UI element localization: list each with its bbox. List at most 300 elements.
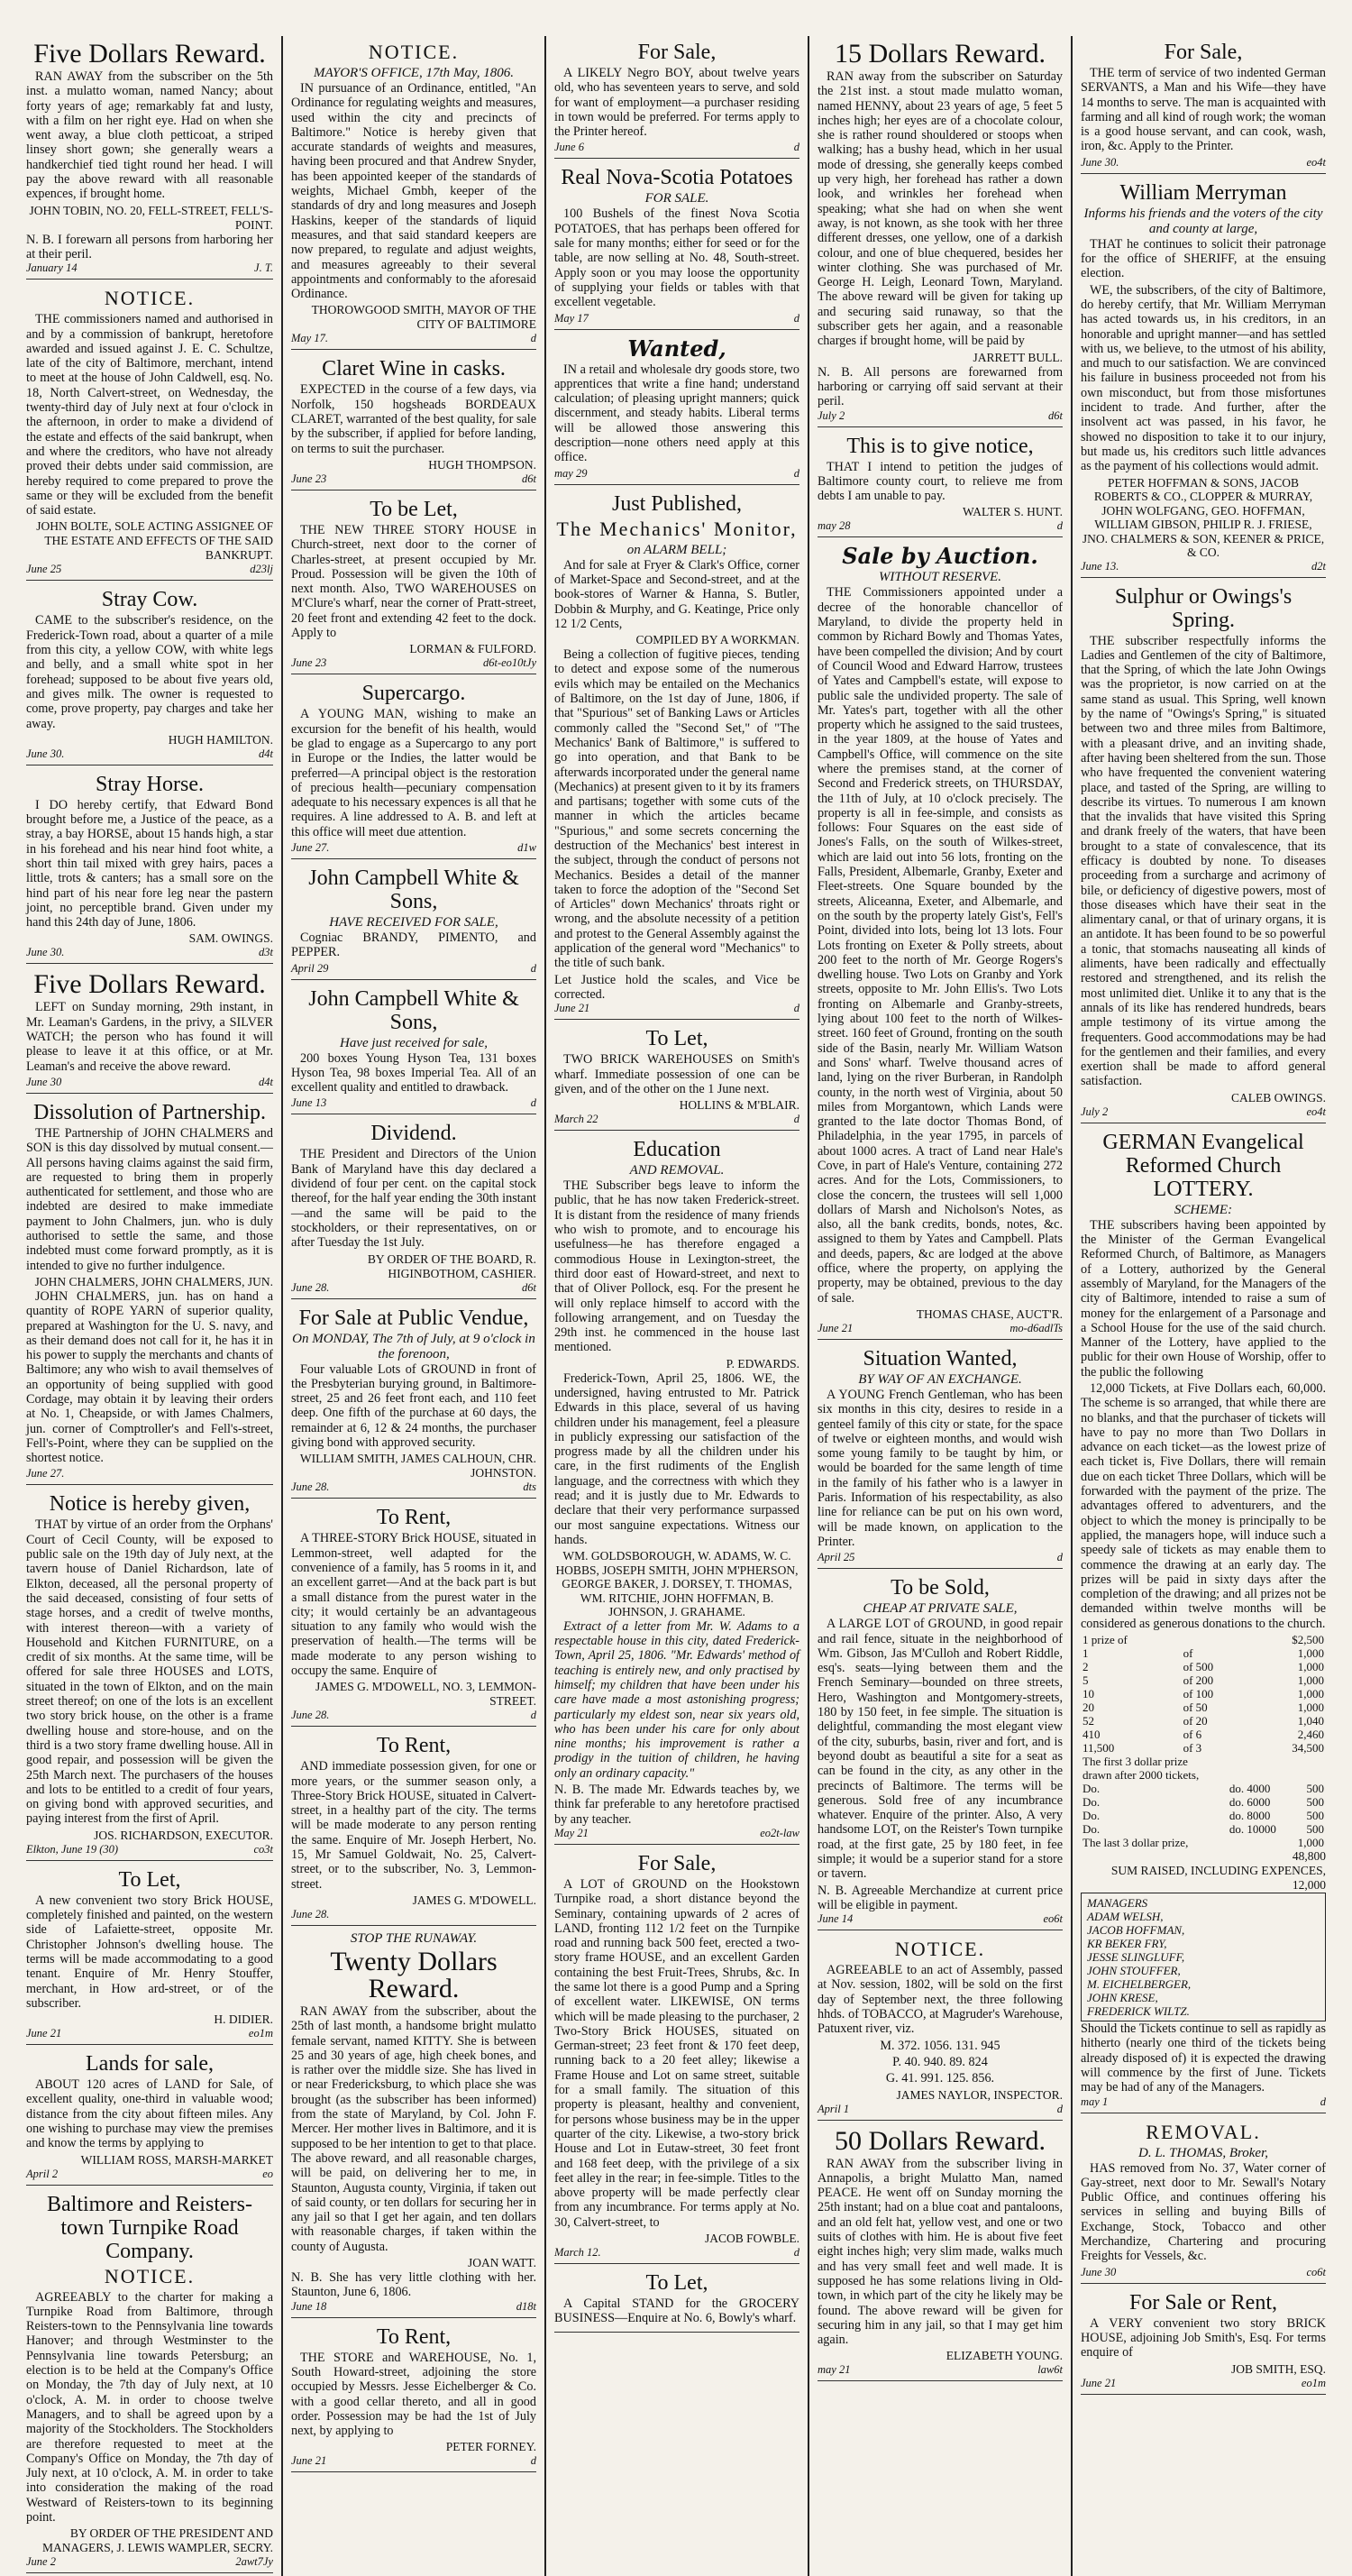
ad-code: eo2t-law (760, 1826, 799, 1839)
ad-body (291, 1759, 536, 1892)
ad-date: July 2 (818, 408, 845, 422)
ad-signature: JOB SMITH, ESQ. (1230, 2361, 1326, 2376)
manager-name: ADAM WELSH, (1087, 1910, 1164, 1924)
ad-date: June 23 (291, 656, 327, 670)
extra-row (1081, 1822, 1326, 1836)
ad-code: dts (523, 1481, 536, 1494)
ad-code: d (793, 311, 799, 325)
extra-row (1081, 1755, 1326, 1768)
ad-signature: JOHN TOBIN, NO. 20, FELL-STREET, FELL'S-POINT. (29, 203, 273, 232)
scheme-row (1081, 1687, 1326, 1701)
ad-code: eo4t (1306, 1105, 1326, 1118)
extra-cell (1228, 1836, 1289, 1849)
ad-footer (26, 1467, 273, 1481)
column-2 (281, 36, 544, 2576)
ad-heading: For Sale, (637, 1851, 717, 1875)
extra-cell (1289, 1755, 1326, 1768)
ad-footer (554, 1827, 799, 1840)
ad-signature: PETER FORNEY. (445, 2440, 536, 2454)
ad-heading: Lands for sale, (86, 2052, 214, 2076)
ad-heading-2: NOTICE. (104, 2264, 196, 2287)
ad-date: June 30 (1081, 2265, 1117, 2278)
ad-body (554, 558, 799, 631)
ad-footer (291, 1281, 536, 1295)
managers-box (1081, 1893, 1326, 2021)
ad-signature: JAMES NAYLOR, INSPECTOR. (896, 2087, 1063, 2102)
ad-body (1081, 2316, 1326, 2361)
extra-cell: The first 3 dollar prize (1083, 1755, 1188, 1769)
ad-heading: Supercargo. (361, 682, 466, 706)
ad-heading: REMOVAL. (1146, 2120, 1261, 2143)
ad-body (818, 585, 1063, 1306)
scheme-cell: 10 (1083, 1687, 1094, 1701)
ad-heading: Stray Cow. (101, 588, 198, 612)
ad-public-vendue (291, 1302, 536, 1499)
ad-date: June 27. (26, 1467, 65, 1481)
scheme-cell: 1 prize of (1083, 1633, 1128, 1647)
ad-five-dollars-reward-2 (26, 967, 273, 1093)
ad-text-2: Being a collection of fugitive pieces, tending to detect and expose some of the numerous evils which may be entailed on the Mechanics of Baltimore, on the 1st day of June, 1806, if that "Spurious" set of Banking Laws or Articles commonly called the "Second Set," of "The Mechanics' Bank of Baltimore," is suffered to go into operation, and that Bank to be afterwards incorporated under the general name (Mechanics) at present given to it by its framers and partisans; together with some cuts of the manner in which the articles became "Spurious," and some secrets concerning the destruction of the Mechanics' best interest in the subject, through the conduct of persons not Mechanics. Besides a detail of the manner taken to force the adoption of the "Second Set of Articles" down Mechanics' throats right or wrong, and the absolute necessity of a petition and protest to the General Assembly against the application of the general word "Mechanics" to the title of such bank. (554, 647, 799, 971)
extra-row (1081, 1836, 1326, 1849)
scheme-cell: 20 (1083, 1701, 1094, 1715)
extra-cell: Do. (1083, 1822, 1101, 1837)
scheme-total: 48,800 (1292, 1849, 1326, 1864)
ad-for-sale-lot (554, 1847, 799, 2264)
ad-heading: For Sale at Public Vendue, (298, 1306, 529, 1330)
ad-give-notice (818, 430, 1063, 538)
ad-code: d (530, 1096, 536, 1110)
signatory-list: WM. GOLDSBOROUGH, W. ADAMS, W. C. HOBBS, JOSEPH SMITH, JOHN M'PHERSON, GEORGE BAKER, J. DORSEY, T. THOMAS, WM. RITCHIE, JOHN HOFFMAN, B. JOHNSON, J. GRAHAME. (555, 1549, 799, 1619)
ad-code: d1w (517, 840, 536, 854)
tobacco-line: P. 40. 940. 89. 824 (892, 2054, 988, 2069)
ad-text: RAN AWAY from the subscriber, about the 25th of last month, a handsome bright mulatto female servant, named KITTY. She is between 25 and 30 years of age, high cheek bones, and is rather over the middle size. She has lived in or near Fredericksburg, to which place she was brought (as the subscriber has been informed) from the state of Maryland, by Col. John F. Mercer. Her mother lives in Baltimore, and it is supposed to be her intention to get to that place. The above reward, and all reasonable charges, will be paid, on delivering her to me, in Staunton, Augusta county, Virginia, if taken out of said county, or ten dollars for securing her in any jail so that I get her again, and ten dollars with reasonable charges, if taken within the county of Augusta. (291, 2003, 536, 2254)
scheme-cell: 52 (1083, 1714, 1094, 1728)
ad-signature: HOLLINS & M'BLAIR. (679, 1098, 799, 1113)
ad-code: d18t (516, 2299, 536, 2313)
ad-body (1081, 1218, 1326, 1380)
ad-body (26, 69, 273, 202)
ad-date: June 14 (818, 1912, 854, 1926)
ad-footer (291, 1908, 536, 1921)
scheme-cell: of 100 (1183, 1687, 1214, 1701)
ad-body (291, 930, 536, 960)
ad-body (291, 81, 536, 301)
ad-for-sale-servants (1081, 36, 1326, 174)
ad-footer (554, 312, 799, 325)
scheme-row (1081, 1714, 1326, 1728)
ad-body (26, 1126, 273, 1273)
ad-heading: NOTICE. (368, 41, 460, 63)
ad-situation-wanted (818, 1343, 1063, 1569)
ad-footer (291, 2300, 536, 2314)
ad-heading: Stray Horse. (96, 772, 204, 796)
extra-cell: do. 8000 (1229, 1809, 1271, 1823)
scheme-cell: of 6 (1183, 1728, 1202, 1742)
ad-signature: JOHN BOLTE, SOLE ACTING ASSIGNEE OF THE ESTATE AND EFFECTS OF THE SAID BANKRUPT. (36, 519, 273, 563)
ad-text: RAN AWAY from the subscriber living in Annapolis, a bright Mulatto Man, named PEACE. He went off on Sunday morning the 25th instant; had on a blue coat and pantaloons, and an old felt hat, yellow vest, and one or two suits of clothes with him. He is about five feet eight inches high; very slim made, walks much and has very small feet and well made. It is supposed he has some relations living in Old-town, in which part of the city he likely may be found. The above reward will be given for securing him in any jail, so that I may get him again. (818, 2156, 1063, 2348)
ad-date: June 30. (1081, 155, 1119, 169)
ad-heading: To Let, (645, 1027, 708, 1051)
ad-just-published (554, 488, 799, 1021)
extra-cell: The last 3 dollar prize, (1083, 1836, 1189, 1850)
ad-body (26, 1517, 273, 1826)
scheme-row (1081, 1646, 1326, 1660)
scheme-cell: 1,000 (1297, 1660, 1324, 1674)
ad-note: Should the Tickets continue to sell as rapidly as hitherto (nearly one third of the tickets being already disposed of) it is expected the drawing will commence by the first of June. Tickets may be had of any of the Managers. (1081, 2021, 1326, 2095)
ad-text: THE Commissioners appointed under a decree of the honorable chancellor of Maryland, to divide the property held in common by Richard Bowly and Thomas Yates, have been compelled the division; And by court of Council Wood and Edward Harrow, trustees of Yates and Campbell's estate, will expose to public sale the undivided property. The sale of Mr. Yates's part, together with all the other property which he assigned to the said trustees, in the year 1809, at the house of Yates and Campbell's Office, will commence on the site where the premises stand, at the corner of Second and Frederick streets, on THURSDAY, the 11th of July, at 10 o'clock precisely. The property is all in fee-simple, and consists as follows: Four Squares on the east side of Jones's Falls, on the south of Wilkes-street, which are laid out into 56 lots, fronting on the Falls, President, Albemarle, Granby, Exeter and Fleet-streets. One Square bounded by the streets, Aliceanna, Exeter, and Albemarle, and on the south by the property lately Gist's, Fell's Point, divided into lots, being lot 13 lots. Four Lots fronting on Exeter & Polly streets, about 200 feet to the north of Mr. George Rogers's dwelling house. Two Lots on Granby and York streets, opposite to Mr. John Ellis's. Two Lots fronting on Albemarle and Granby-streets, lying about 100 feet to the north of Wilkes-street. 160 feet of Ground, fronting on the south side of the Basin, nearly Mr. William Watson and Sons' wharf. Twelve thousand acres of land, lying on the river Burberan, in Randolph county, in the north west of Virginia, about 50 miles from Morgantown, which Lands were granted to the late doctor Thomas Bond, of Philadelphia, in the year 1795, in parcels of about 1000 acres. A tract of Land near Hale's Cove, in part of Hale's Venture, containing 272 acres. And for the Lots, Commissioners, to close the concern, the trustees will sell 1,000 dollars of Marsh and Nicholson's Notes, as also, all the bank credits, bonds, notes, &c. assigned to them by Yates and Campbell. Plats and deeds, papers, &c are lodged at the above office, where the property, on applying the property, may be obtained, previous to the day of sale. (818, 585, 1063, 1306)
ad-body-2 (1081, 1381, 1326, 1631)
ad-code: d4t (259, 747, 273, 760)
extra-row (1081, 1768, 1326, 1782)
ad-code: d (530, 2454, 536, 2468)
ad-date: may 29 (554, 466, 588, 480)
ad-to-rent-3 (291, 2321, 536, 2473)
ad-signature: JACOB FOWBLE. (704, 2232, 799, 2246)
ad-text: AGREEABLE to an act of Assembly, passed at Nov. session, 1802, will be sold on the first day of September next, the three following hhds. of TOBACCO, at Magruder's Warehouse, Patuxent river, viz. (818, 1963, 1063, 2037)
column-1 (18, 36, 281, 2576)
ad-body (26, 1000, 273, 1073)
ad-to-rent-1 (291, 1501, 536, 1727)
ad-body-2 (1081, 283, 1326, 474)
scheme-row (1081, 1660, 1326, 1673)
ad-supercargo (291, 677, 536, 859)
extra-cell: Do. (1083, 1782, 1101, 1796)
ad-code: J. T. (254, 261, 273, 275)
ad-footer (818, 1551, 1063, 1564)
manager-name: FREDERICK WILTZ. (1087, 2004, 1190, 2019)
ad-body (818, 1617, 1063, 1881)
ad-subheading: AND REMOVAL. (629, 1163, 725, 1178)
ad-to-rent-2 (291, 1729, 536, 1926)
ad-code: d (793, 2246, 799, 2260)
ad-body (1081, 634, 1326, 1089)
ad-text: THAT by virtue of an order from the Orphans' Court of Cecil County, will be exposed to public sale on the 19th day of July next, at the tavern house of Daniel Richardson, late of Elkton, deceased, all the personal property of the said deceased, consisting of four setts of stage horses, and a credit of twelve months, with interest thereon—with a variety of Household and Kitchen FURNITURE, on a credit of six months. At the same time, will be offered for sale three HOUSES and LOTS, situated in the town of Elkton, and on the main street thereof; on one of the lots is an excellent two story brick house, on the other is a frame dwelling house and store-house, and on the third is a two story frame dwelling house. All in good repair, and possession will be given the 25th March next. The purchasers of the houses and lots to be entitled to a credit of four years, on giving bond with approved securities, and paying interest from the first of April. (26, 1517, 273, 1827)
ad-heading: Five Dollars Reward. (33, 969, 266, 1000)
ad-text: RAN AWAY from the subscriber on the 5th inst. a mulatto woman, named Nancy; about forty years of age; remarkably fat and lusty, with a film on her right eye. Had on when she went away, a blue cloth petticoat, a striped linsey short gown; she generally wears a handkerchief tied tight round her head. I will pay the above reward with all reasonable expences, if brought home. (26, 69, 273, 202)
ad-footer (26, 2168, 273, 2181)
ad-signature: THOMAS CHASE, AUCT'R. (916, 1306, 1063, 1321)
ad-code: d (1320, 2095, 1326, 2108)
ad-footer (291, 472, 536, 486)
ad-heading: John Campbell White & Sons, (308, 986, 519, 1034)
ad-text-3: Extract of a letter from Mr. W. Adams to a respectable house in this city, dated Frederick-Town, April 25, 1806. "Mr. Edwards' method of teaching is entirely new, and only practised by himself; my children that have been under his care have made a most astonishing progress; particularly my eldest son, near six years old, who has been under his care for only about nine months; his improvement is rather a prodigy in the tuition of children, he having only an ordinary capacity." (554, 1618, 799, 1781)
ad-date: June 21 (291, 2454, 327, 2468)
ad-body (26, 613, 273, 730)
ad-footer (1081, 2095, 1326, 2109)
ad-body (26, 312, 273, 518)
ad-signature: H. DIDIER. (214, 2012, 273, 2027)
ad-code: d6t-eo10tJy (482, 656, 536, 670)
ad-text: Cogniac BRANDY, PIMENTO, and PEPPER. (291, 930, 536, 960)
ad-text: AND immediate possession given, for one or more years, or the summer season only, a Three-Story Brick HOUSE, situated in Calvert-street, in a healthy part of the city. The terms will be made moderate to any person renting the same. Enquire of Mr. Joseph Herbert, No. 15, Mr Samuel Goldwait, No. 25, Calvert-street, or to the subscriber, No. 3, Lemmon-street. (291, 1759, 536, 1892)
column-3 (544, 36, 808, 2576)
extra-cell: do. 6000 (1229, 1795, 1271, 1810)
ad-heading: Sale by Auction. (842, 543, 1038, 570)
ad-subheading: WITHOUT RESERVE. (878, 570, 1002, 585)
ad-signature: ELIZABETH YOUNG. (945, 2349, 1063, 2363)
ad-subheading: On MONDAY, The 7th of July, at 9 o'clock in the forenoon, (292, 1331, 535, 1361)
ad-footer (291, 1481, 536, 1494)
ad-heading: This is to give notice, (846, 434, 1034, 458)
ad-body (291, 1051, 536, 1095)
ad-heading: NOTICE. (894, 1938, 986, 1961)
ad-subheading: STOP THE RUNAWAY. (350, 1930, 478, 1946)
ad-heading: 50 Dollars Reward. (834, 2125, 1046, 2156)
ad-heading: Just Published, (611, 491, 743, 516)
ad-text: TWO BRICK WAREHOUSES on Smith's wharf. Immediate possession of one can be given, and of the other on the 1 June next. (554, 1052, 799, 1096)
ad-signature: THOROWGOOD SMITH, MAYOR OF THE CITY OF BALTIMORE (311, 303, 536, 332)
ad-code: d (530, 332, 536, 345)
scheme-cell: 11,500 (1083, 1741, 1115, 1756)
ad-notice-mayor (291, 36, 536, 350)
ad-date: June 21 (554, 1002, 590, 1015)
ad-code: eo4t (1306, 155, 1326, 169)
ad-text: THAT I intend to petition the judges of Baltimore county court, to relieve me from debts I am unable to pay. (818, 459, 1063, 504)
ad-text: AGREEABLY to the charter for making a Turnpike Road from Baltimore, through Reisters-town to the Pennsylvania line towards Hanover; and through Westminster to the Pennsylvania line towards Petersburg; an election is to be held at the Company's Office on Monday, the 7th day of July next, at 10 o'clock, A. M. in order to choose twelve Managers, and to shall be agreed upon by a majority of the Stockholders. The Stockholders are therefore requested to meet at the Company's Office on Monday, the 7th day of July next, at 10 o'clock, A. M. in order to take into consideration the making of the road Westward of Reisters-town to its beginning point. (26, 2289, 273, 2526)
ad-text: A LIKELY Negro BOY, about twelve years old, who has seventeen years to serve, and sold for want of employment—a purchaser residing in town would be preferred. For terms apply to the Printer hereof. (554, 66, 799, 140)
tobacco-line: G. 41. 991. 125. 856. (885, 2071, 995, 2086)
ad-body-3 (554, 1619, 799, 1781)
ad-stray-horse (26, 768, 273, 965)
ad-notice-tobacco (818, 1933, 1063, 2120)
ad-text: LEFT on Sunday morning, 29th instant, in Mr. Leaman's Gardens, in the privy, a SILVER WATCH; the person who has found it will please to leave it at this office, or at Mr. Leaman's and receive the above reward. (26, 1000, 273, 1074)
scheme-cell (1182, 1633, 1252, 1646)
ad-footer (818, 409, 1063, 423)
ad-note: N. B. Agreeable Merchandize at current price will be eligible in payment. (818, 1883, 1063, 1912)
ad-heading: 15 Dollars Reward. (834, 39, 1046, 69)
ad-footer (818, 2103, 1063, 2116)
ad-footer (26, 2555, 273, 2569)
ad-subheading: on ALARM BELL; (626, 542, 727, 557)
scheme-cell: 1,000 (1297, 1701, 1324, 1715)
ad-text: A new convenient two story Brick HOUSE, completely finished and painted, on the western side of Lafaiette-street, opposite Mr. Christopher Johnson's dwelling house. The terms will be made accommodating to a good tenant. Enquire of Mr. Henry Stouffer, merchant, in How ard-street, or of the subscriber. (26, 1893, 273, 2011)
ad-signature: WILLIAM ROSS, MARSH-MARKET (80, 2152, 273, 2167)
scheme-cell: 34,500 (1292, 1741, 1324, 1756)
extra-cell: 500 (1306, 1782, 1324, 1796)
ad-footer (554, 1002, 799, 1015)
ad-date: April 1 (818, 2102, 850, 2115)
ad-heading: Wanted, (627, 335, 726, 362)
extra-cell (1228, 1768, 1289, 1782)
ad-signature: JOS. RICHARDSON, EXECUTOR. (94, 1828, 273, 1842)
ad-date: June 25 (26, 563, 62, 576)
ad-body (26, 798, 273, 930)
ad-text: A YOUNG French Gentleman, who has been six months in this city, desires to reside in a genteel family of this city or state, for the space of twelve or eighteen months, and would wish some young family to be taught by him, or would be boarded for the same length of time in the family of his father who is a lawyer in Paris. Information of his respectability, as also line for reliance can be put on his own word, will be made known, on application to the Printer. (818, 1387, 1063, 1549)
ad-heading: To be Let, (370, 497, 458, 521)
ad-text: A VERY convenient two story BRICK HOUSE, adjoining Job Smith's, Esq. For terms enquire of (1081, 2315, 1326, 2361)
ad-heading: Claret Wine in casks. (322, 357, 506, 381)
ad-merryman (1081, 177, 1326, 578)
ad-owings-spring (1081, 581, 1326, 1123)
ad-five-dollars-reward-1 (26, 36, 273, 280)
ad-heading: Dividend. (370, 1122, 457, 1146)
ad-date: June 2 (26, 2555, 56, 2569)
ad-date: April 29 (291, 961, 329, 975)
ad-dissolution (26, 1096, 273, 1486)
ad-code: d (530, 1709, 536, 1722)
ad-text: ABOUT 120 acres of LAND for Sale, of excellent quality, one-third in valuable wood; distance from the city about fifteen miles. Any one wishing to purchase may view the premises and know the terms by applying to (26, 2077, 273, 2151)
ad-removal (1081, 2116, 1326, 2284)
ad-signature: COMPILED BY A WORKMAN. (635, 633, 799, 647)
ad-date: June 30 (26, 1075, 62, 1088)
ad-date: June 13 (291, 1096, 327, 1110)
ad-body (26, 2077, 273, 2150)
ad-signature: JOAN WATT. (468, 2256, 536, 2270)
ad-footer (554, 141, 799, 154)
scheme-cell: of 3 (1183, 1741, 1202, 1756)
scheme-cell: 2,460 (1297, 1728, 1324, 1742)
ad-signature: JARRETT BULL. (973, 350, 1063, 364)
ad-code: eo1m (1301, 2376, 1326, 2389)
ad-jcw-sons-1 (291, 862, 536, 980)
ad-date: May 17 (554, 311, 589, 325)
ad-heading: For Sale, (1164, 41, 1243, 64)
ad-date: June 13. (1081, 559, 1119, 573)
ad-text: A LOT of GROUND on the Hookstown Turnpike road, a short distance beyond the Seminary, containing upwards of 2 acres of LAND, fronting 112 1/2 feet on the Turnpike road and running back 500 feet, erected a two-story frame HOUSE, and an excellent Garden containing the best Fruit-Trees, Shrubs, &c. In the same lot there is a good Pump and a Spring of excellent water. LIKEWISE, ON terms which will be made pleasing to the purchaser, 2 Two-Story Brick HOUSES, situated on German-street; 23 feet front & 170 feet deep, running back to a 20 feet alley; likewise a Frame House and Lot on same street, suitable for a small family. The situation of this property is pleasant, healthy and convenient, for persons whose business may be in the upper quarter of the city. Likewise, a two-story brick House and Lot in Eutaw-street, 30 feet front and 168 feet deep, with the privilege of a six feet alley in the rear; in fee-simple. Titles to the above property will be made perfectly clear from any incumbrance. For terms apply at No. 30, Calvert-street, to (554, 1876, 799, 2230)
ad-footer (291, 332, 536, 345)
ad-footer (818, 1912, 1063, 1926)
ad-heading: William Merryman (1119, 180, 1287, 205)
ad-note: N. B. I forewarn all persons from harboring her at their peril. (26, 232, 273, 261)
ad-heading: To Let, (118, 1867, 181, 1892)
ad-text: HAS removed from No. 37, Water corner of Gay-street, next door to Mr. Sewall's Notary Public Office, and continues offering his services in selling and buying Bills of Exchange, Stock, Tobacco and other Merchandize, Chartering and procuring Freights for Vessels, &c. (1081, 2160, 1326, 2264)
manager-name: JOHN KRESE, (1087, 1991, 1158, 2005)
ad-body (554, 362, 799, 465)
ad-body-2 (26, 1289, 273, 1466)
ad-body (818, 460, 1063, 504)
ad-sale-by-auction (818, 540, 1063, 1340)
ad-fifty-dollars (818, 2123, 1063, 2382)
ad-signature: JAMES G. M'DOWELL. (412, 1893, 536, 1907)
ad-date: June 21 (1081, 2376, 1117, 2389)
extra-cell: 500 (1306, 1795, 1324, 1810)
ad-body (1081, 66, 1326, 154)
ad-text: CAME to the subscriber's residence, on the Frederick-Town road, about a quarter of a mile from this city, a yellow COW, with white legs and belly, and a small white spot in her forehead; supposed to be about five years old, and gives milk. The owner is requested to come, prove property, pay charges and take her away. (26, 613, 273, 731)
ad-code: d6t (1048, 408, 1063, 422)
ad-heading: Five Dollars Reward. (33, 39, 266, 69)
ad-heading: To Let, (645, 2271, 708, 2296)
ad-signature: HUGH HAMILTON. (168, 732, 273, 747)
extra-cell: 1,000 (1297, 1836, 1324, 1850)
ad-dividend (291, 1117, 536, 1298)
ad-subheading: D. L. THOMAS, Broker, (1137, 2145, 1269, 2160)
ad-body (291, 1531, 536, 1678)
ad-footer (291, 656, 536, 670)
ad-twenty-dollars (291, 1929, 536, 2318)
ad-code: d6t (522, 472, 536, 485)
ad-body (26, 2290, 273, 2526)
ad-text: THAT he continues to solicit their patronage for the office of SHERIFF, at the ensuing election. (1081, 236, 1326, 281)
ad-footer (26, 563, 273, 576)
extra-row (1081, 1782, 1326, 1795)
ad-wanted (554, 333, 799, 485)
ad-lottery (1081, 1126, 1326, 2113)
ad-heading: For Sale, (637, 41, 717, 64)
ad-body (818, 1388, 1063, 1549)
ad-text: I DO hereby certify, that Edward Bond brought before me, a Justice of the peace, as a stray, a bay HORSE, about 15 hands high, a star in his forehead and his near hind foot white, a short thin tail mixed with grey hairs, paces a little, trots & canters; has a small sore on the hind part of his near fore leg near the pastern joint, no perceptible brand. Given under my hand this 24th day of June, 1806. (26, 797, 273, 930)
ad-note: N. B. The made Mr. Edwards teaches by, we think far preferable to any heretofore practised by any teacher. (554, 1783, 799, 1827)
tobacco-line: M. 372. 1056. 131. 945 (880, 2038, 1000, 2053)
ad-signature: LORMAN & FULFORD. (409, 642, 536, 656)
ad-turnpike (26, 2188, 273, 2574)
scheme-row (1081, 1673, 1326, 1687)
ad-footer (291, 841, 536, 855)
ad-footer (26, 747, 273, 761)
ad-footer (554, 2246, 799, 2260)
ad-code: d (1056, 519, 1063, 533)
ad-date: Elkton, June 19 (30) (26, 1842, 119, 1856)
ad-body (818, 69, 1063, 349)
ad-code: co6t (1306, 2265, 1326, 2278)
ad-code: mo-d6adlTs (1009, 1321, 1063, 1334)
ad-footer (818, 2363, 1063, 2377)
ad-text: THE subscriber respectfully informs the Ladies and Gentlemen of the city of Baltimore, that the Spring, of which the late John Owings was the proprietor, is now carried on at the same stand as usual. This Spring, well known by the name of "Owings's Spring," is situated between two and three miles from Baltimore, with a pleasant drive, and an inviting shade, after having been sheltered from the sun. Those who have frequented the convenient watering place, and tasted of the Spring, are willing to describe its virtues. To numerous I am known that the invalids that have visited this Spring and drank freely of the waters, that have been brought to a state of convalescence, that its efficacy is doubted by none. To diseases proceeding from a surcharge and acrimony of bile, or deficiency of digestive powers, most of those diseases which have their seat in the alimentary canal, or that of urinary organs, it is an antidote. It has been found to be so powerful a tonic, that stomachs nauseating all kinds of aliments, have been radically and effectually restored and strengthened, and its relish the most unlimited diet. Unlike it to any that is the annals of its like has rendered hundreds, bears ample testimony of its virtue among the frequenters. Good accommodations may be had for the gentlemen and their families, and every exertion shall be made to afford general satisfaction. (1081, 633, 1326, 1089)
ad-code: d (793, 1113, 799, 1126)
scheme-row (1081, 1741, 1326, 1755)
ad-stray-cow (26, 583, 273, 765)
scheme-cell: 2 (1083, 1660, 1089, 1674)
scheme-cell: of (1183, 1646, 1193, 1661)
ad-signature: WALTER S. HUNT. (963, 505, 1063, 519)
extra-cell: do. 4000 (1229, 1782, 1271, 1796)
ad-to-let-2 (554, 1022, 799, 1131)
ad-text: THE Subscriber begs leave to inform the public, that he has now taken Frederick-street. It is distant from the residence of many friends who wish to promote, and to encourage his usefulness—he has therefore engaged a commodious House in Lexington-street, the third door east of Howard-street, and next to that of Oliver Pollock, esq. For the present he will only replace himself to accord with the following arrangement, and on Tuesday the 29th inst. he commenced in the house last mentioned. (554, 1178, 799, 1355)
extra-cell: do. 10000 (1229, 1822, 1276, 1837)
scheme-cell: 1 (1083, 1646, 1089, 1661)
ad-body (291, 523, 536, 640)
ad-heading: Baltimore and Reisters-town Turnpike Road Company. (47, 2192, 252, 2263)
ad-subheading: Informs his friends and the voters of the city and county at large, (1083, 206, 1323, 236)
scheme-cell: 410 (1083, 1728, 1101, 1742)
ad-text: THE STORE and WAREHOUSE, No. 1, South Howard-street, adjoining the store occupied by Messrs. Jesse Eichelberger & Co. with a good cellar thereto, and all in good order. Possession may be had the 1st of July next, by applying to (291, 2350, 536, 2439)
ad-signature: CALEB OWINGS. (1231, 1090, 1326, 1105)
ad-subheading: HAVE RECEIVED FOR SALE, (329, 914, 498, 930)
scheme-row (1081, 1633, 1326, 1646)
ad-footer (554, 1113, 799, 1126)
ad-to-let-1 (26, 1864, 273, 2045)
ad-fifteen-dollars (818, 36, 1063, 427)
ad-code: d (793, 466, 799, 480)
ad-text: THE President and Directors of the Union Bank of Maryland have this day declared a dividend of four per cent. on the capital stock thereof, for the half year ending the 30th instant—and the same will be paid to the stockholders, or their representatives, on or after Tuesday the 1st July. (291, 1147, 536, 1251)
ad-date: June 18 (291, 2299, 327, 2313)
managers-label: MANAGERS (1087, 1896, 1148, 1911)
ad-heading: Notice is hereby given, (49, 1492, 251, 1517)
ad-footer (26, 1076, 273, 1089)
ad-signature: SAM. OWINGS. (188, 931, 273, 946)
extra-row (1081, 1795, 1326, 1809)
ad-signature: WILLIAM SMITH, JAMES CALHOUN, CHR. JOHNSTON. (299, 1452, 536, 1481)
ad-text: 100 Bushels of the finest Nova Scotia POTATOES, that has perhaps been offered for sale for many months; either for seed or for the table, are now selling at No. 48, South-street. Apply soon or you may loose the opportunity of supplying your fields or tables with that excellent vegetable. (554, 206, 799, 310)
ad-text-2: Frederick-Town, April 25, 1806. WE, the undersigned, having entrusted to Mr. Patrick Edwards in this place, several of us having children under his management, feel a pleasure in publicly expressing our satisfaction of the progress made by all the children under his care, in the first rudiments of the English language, and the correctness with which they read; and it is justly due to Mr. Edwards to declare that their very performance surpassed our most sanguine expectations. Witness our hands. (554, 1371, 799, 1547)
manager-name: KR BEKER FRY, (1087, 1937, 1167, 1951)
ad-text: Four valuable Lots of GROUND in front of the Presbyterian burying ground, in Baltimore-street, 25 and 26 feet front each, and 110 feet deep. One fifth of the purchase at 60 days, the remainder at 6, 12 & 24 months, the purchaser giving bond with approved security. (291, 1361, 536, 1451)
ad-body (818, 2157, 1063, 2348)
ad-text: RAN away from the subscriber on Saturday the 21st inst. a stout made mulatto woman, named HENNY, about 23 years of age, 5 feet 5 inches high; her eyes are of a chocolate colour, she is rather round shouldered or stoops when walking; has a bushy head, which in her usual mode of dressing, she generally keeps combed up very high, her forehead has rather a down look, and wrinkles her forehead when speaking; what she had on when she went away, is not known, as she took with her three different dresses, one yellow, one of a darkish colour, and one of blue chequered, besides her winter clothing. She was purchased of Mr. George H. Leigh, Leonard Town, Maryland. The above reward will be given for taking up and securing said runaway, so that the subscriber gets her again, and a reasonable charges if brought home, will be paid by (818, 69, 1063, 349)
ad-text: 200 boxes Young Hyson Tea, 131 boxes Hyson Tea, 98 boxes Imperial Tea. All of an excellent quality and entitled to drawback. (291, 1050, 536, 1095)
ad-negro-boy (554, 36, 799, 159)
extra-cell (1289, 1768, 1326, 1782)
ad-note: N. B. She has very little clothing with her. Staunton, June 6, 1806. (291, 2270, 536, 2300)
ad-text: THE commissioners named and authorised in and by a commission of bankrupt, heretofore awarded and issued against J. E. C. Schultze, late of the city of Baltimore, merchant, intend to meet at the house of John Caldwell, esq. No. 18, North Calvert-street, on Wednesday, the twenty-third day of July next at four o'clock in the afternoon, in order to make a dividend of the estate and effects of the said bankrupt, when and where the creditors, who have not already proved their debts under said commission, are hereby required to come prepared to prove the same or they will be excluded from the benefit of said estate. (26, 312, 273, 518)
ad-note: Let Justice hold the scales, and Vice be corrected. (554, 972, 799, 1002)
ad-claret-wine (291, 353, 536, 490)
ad-body (554, 1178, 799, 1355)
ad-footer (818, 1322, 1063, 1335)
ad-text: THE Partnership of JOHN CHALMERS and SON is this day dissolved by mutual consent.—All persons having claims against the said firm, are requested to bring them in properly authenticated for settlement, and those who are indebted are desired to make immediate payment to John Chalmers, jun. who is duly authorised to settle the same, and those indebted must come forward promptly, as it is intended to give no further indulgence. (26, 1125, 273, 1273)
ad-heading-2: The Mechanics' Monitor, (556, 517, 798, 540)
ad-heading: NOTICE. (104, 287, 196, 310)
ad-footer (26, 261, 273, 275)
